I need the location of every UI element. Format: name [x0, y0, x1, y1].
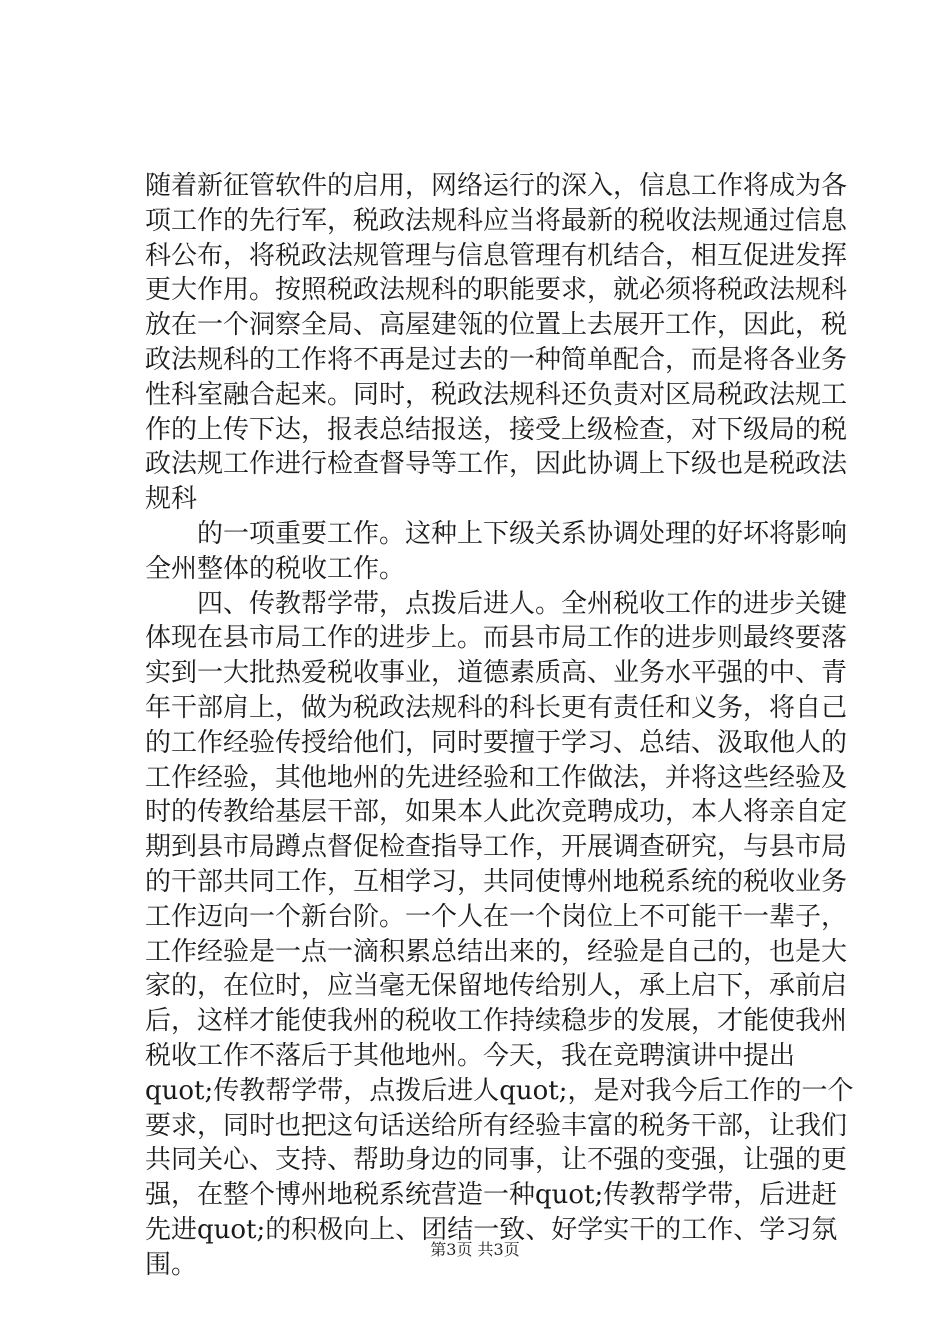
text-line: 工作经验是一点一滴积累总结出来的，经验是自己的，也是大 — [145, 936, 848, 967]
text-line: 规科 — [145, 484, 198, 515]
text-line: 体现在县市局工作的进步上。而县市局工作的进步则最终要落 — [145, 623, 848, 654]
page-number-label: 第3页 共3页 — [430, 1240, 520, 1259]
text-line: 随着新征管软件的启用，网络运行的深入，信息工作将成为各 — [145, 171, 848, 201]
text-line: 税收工作不落后于其他地州。今天，我在竞聘演讲中提出 — [145, 1040, 796, 1071]
text-line: 放在一个洞察全局、高屋建瓴的位置上去展开工作，因此，税 — [145, 310, 848, 341]
text-line: 政法规工作进行检查督导等工作，因此协调上下级也是税政法 — [145, 449, 848, 480]
text-line: 性科室融合起来。同时，税政法规科还负责对区局税政法规工 — [145, 379, 848, 410]
text-line: 实到一大批热爱税收事业，道德素质高、业务水平强的中、青 — [145, 658, 848, 689]
text-line: quot;传教帮学带，点拨后进人quot;，是对我今后工作的一个 — [145, 1075, 854, 1106]
text-line: 的工作经验传授给他们，同时要擅于学习、总结、汲取他人的 — [145, 727, 848, 758]
text-line: 更大作用。按照税政法规科的职能要求，就必须将税政法规科 — [145, 275, 848, 306]
text-line: 政法规科的工作将不再是过去的一种简单配合，而是将各业务 — [145, 344, 848, 375]
text-line: 时的传教给基层干部，如果本人此次竞聘成功，本人将亲自定 — [145, 797, 848, 828]
text-line: 项工作的先行军，税政法规科应当将最新的税收法规通过信息 — [145, 205, 848, 236]
text-line: 先进quot;的积极向上、团结一致、好学实干的工作、学习氛 — [145, 1214, 838, 1245]
text-line: 后，这样才能使我州的税收工作持续稳步的发展，才能使我州 — [145, 1006, 848, 1037]
text-line: 的干部共同工作，互相学习，共同使博州地税系统的税收业务 — [145, 866, 848, 897]
text-line: 四、传教帮学带，点拨后进人。全州税收工作的进步关键 — [145, 588, 848, 619]
text-line: 作的上传下达，报表总结报送，接受上级检查，对下级局的税 — [145, 414, 848, 445]
text-line: 围。 — [145, 1249, 198, 1280]
text-line: 全州整体的税收工作。 — [145, 553, 406, 584]
text-line: 工作迈向一个新台阶。一个人在一个岗位上不可能干一辈子， — [145, 901, 848, 932]
page-footer — [0, 1240, 950, 1260]
text-line: 要求，同时也把这句话送给所有经验丰富的税务干部，让我们 — [145, 1110, 848, 1141]
text-line: 强，在整个博州地税系统营造一种quot;传教帮学带，后进赶 — [145, 1180, 838, 1211]
text-line: 年干部肩上，做为税政法规科的科长更有责任和义务，将自己 — [145, 692, 848, 723]
body-text — [145, 169, 854, 1283]
text-line: 家的，在位时，应当毫无保留地传给别人，承上启下，承前启 — [145, 971, 848, 1002]
text-line: 的一项重要工作。这种上下级关系协调处理的好坏将影响 — [145, 518, 848, 549]
text-line: 共同关心、支持、帮助身边的同事，让不强的变强，让强的更 — [145, 1145, 848, 1176]
text-line: 科公布，将税政法规管理与信息管理有机结合，相互促进发挥 — [145, 240, 848, 271]
text-line: 期到县市局蹲点督促检查指导工作，开展调查研究，与县市局 — [145, 832, 848, 863]
text-line: 工作经验，其他地州的先进经验和工作做法，并将这些经验及 — [145, 762, 848, 793]
